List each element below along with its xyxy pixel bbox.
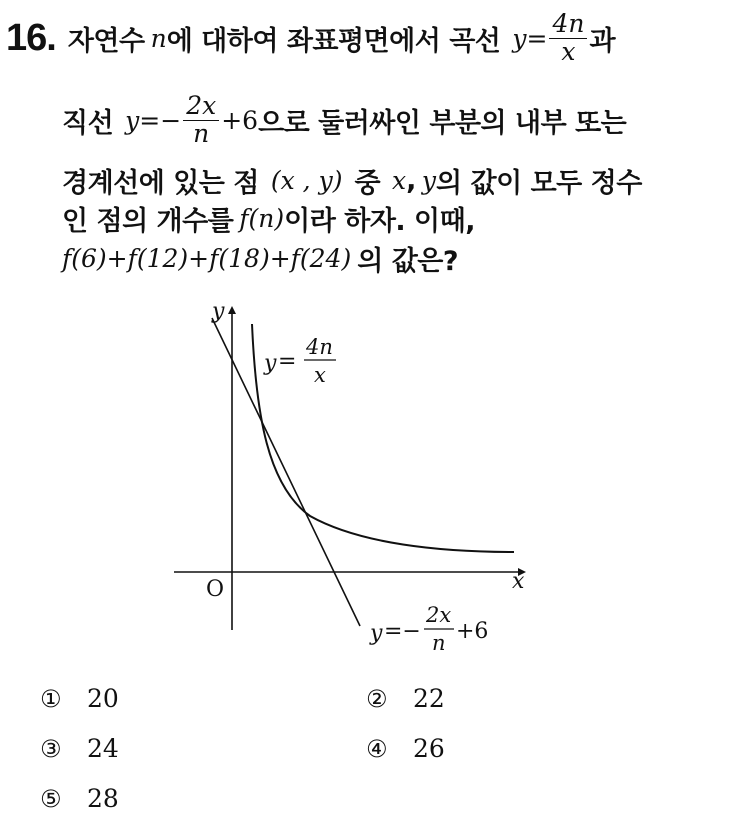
- math-point: (x , y): [270, 165, 343, 195]
- frac-denominator: n: [193, 118, 210, 148]
- choice-4[interactable]: [366, 734, 445, 763]
- origin-label: O: [206, 577, 225, 602]
- choice-value: 22: [413, 684, 445, 713]
- line-label-tail: +6: [456, 619, 489, 644]
- line-label-den: n: [432, 631, 446, 655]
- graph-figure: [160, 296, 540, 656]
- problem-line-4: [62, 196, 475, 240]
- frac-denominator: x: [561, 36, 576, 66]
- math-x: x: [392, 165, 407, 195]
- text: 중: [354, 167, 381, 199]
- choice-2[interactable]: [366, 684, 445, 713]
- choice-mark: ②: [366, 684, 388, 713]
- math-expression: f(6)+f(12)+f(18)+f(24): [62, 243, 352, 273]
- curve-label-den: x: [314, 363, 326, 387]
- text: 의 값은?: [357, 245, 459, 277]
- line-label-num: 2x: [426, 603, 452, 627]
- frac-numerator: 2x: [183, 93, 219, 120]
- x-axis-label: x: [512, 569, 525, 594]
- y-axis-arrow-icon: [228, 306, 236, 314]
- y-axis-label: y: [212, 299, 225, 324]
- math-y: y: [512, 23, 527, 53]
- text: 인 점의 개수를: [62, 205, 234, 237]
- choice-1[interactable]: [40, 684, 119, 713]
- text: 과: [589, 25, 616, 57]
- comma: ,: [406, 164, 416, 196]
- choice-mark: ⑤: [40, 784, 62, 813]
- text: 의 값이 모두 정수: [436, 167, 642, 199]
- choice-5[interactable]: [40, 784, 119, 813]
- text: 자연수: [67, 25, 145, 57]
- text: 이라 하자. 이때,: [284, 205, 475, 237]
- text: 에 대하여 좌표평면에서 곡선: [166, 25, 501, 57]
- math-plus-6: +6: [221, 105, 259, 135]
- problem-line-1: [6, 8, 615, 68]
- math-y: y: [421, 165, 437, 195]
- choice-mark: ①: [40, 684, 62, 713]
- fraction-4n-over-x: [549, 11, 587, 65]
- fraction-2x-over-n: [183, 93, 219, 147]
- math-eq: =−: [139, 105, 182, 135]
- text: 경계선에 있는 점: [62, 167, 259, 199]
- math-eq: =: [526, 23, 548, 53]
- choice-value: 26: [413, 734, 445, 763]
- frac-numerator: 4n: [549, 11, 587, 38]
- choice-3[interactable]: [40, 734, 119, 763]
- curve-label-eq: =: [278, 349, 297, 374]
- problem-line-2: [62, 90, 626, 150]
- problem-line-5: [62, 236, 458, 280]
- text: 직선: [62, 107, 114, 139]
- curve-label-num: 4n: [306, 335, 333, 359]
- math-n: n: [150, 23, 167, 53]
- math-y: y: [125, 105, 140, 135]
- choice-mark: ③: [40, 734, 62, 763]
- choice-mark: ④: [366, 734, 388, 763]
- choice-value: 20: [87, 684, 119, 713]
- choice-value: 24: [87, 734, 119, 763]
- text: 으로 둘러싸인 부분의 내부 또는: [258, 107, 627, 139]
- line-label-eq: =−: [384, 619, 421, 644]
- curve-label-lhs: y: [264, 351, 277, 376]
- problem-number: 16.: [6, 16, 56, 59]
- choice-value: 28: [87, 784, 119, 813]
- line-label-lhs: y: [370, 621, 383, 646]
- math-fn: f(n): [239, 203, 285, 233]
